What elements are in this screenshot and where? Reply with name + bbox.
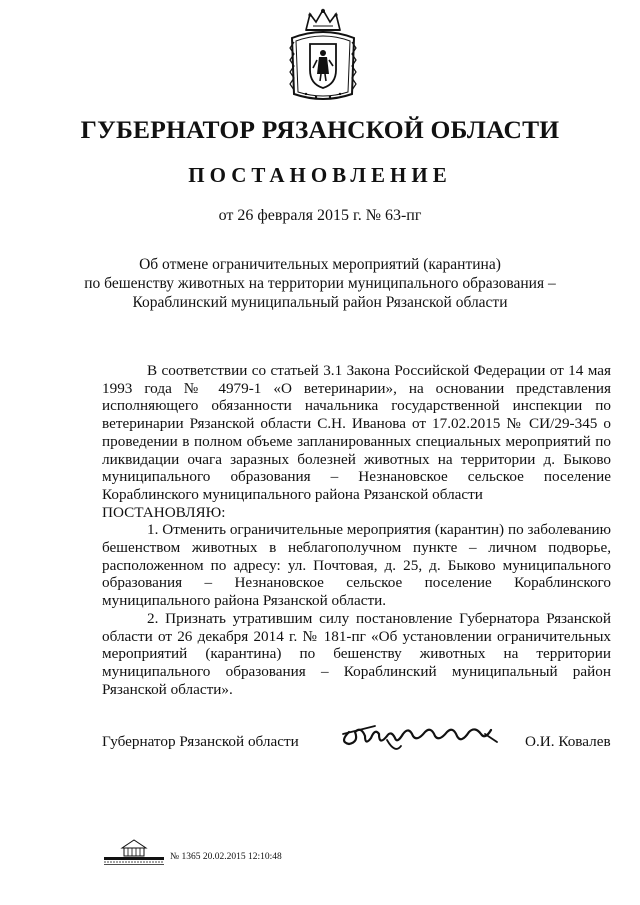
registry-stamp-text: № 1365 20.02.2015 12:10:48 — [170, 852, 282, 862]
subject-line: по бешенству животных на территории муниципального образования – — [84, 275, 556, 292]
preamble-paragraph: В соответствии со статьей 3.1 Закона Российской Федерации от 14 мая 1993 года № 4979-1 «О ветеринарии», на основании представления исполняющего обязанности начальника государственной инспекции по ветеринарии Рязанской области С.Н. Иванова от 17.02.2015 № СИ/29-345 о проведении в полном объеме запланированных специальных мероприятий по ликвидации очага заразных болезней животных на территории д. Быково муниципального образования – Незнановское сельское поселение Кораблинского муниципального района Рязанской области — [102, 362, 611, 503]
handwritten-signature-icon — [335, 712, 505, 756]
registry-stamp — [170, 851, 282, 863]
signatory-position: Губернатор Рязанской области — [102, 733, 299, 750]
subject-line: Об отмене ограничительных мероприятий (карантина) — [139, 256, 501, 273]
document-date-number: от 26 февраля 2015 г. № 63-пг — [218, 207, 422, 224]
authority-title: ГУБЕРНАТОР РЯЗАНСКОЙ ОБЛАСТИ — [80, 115, 560, 144]
document-body — [102, 362, 611, 698]
registry-logo-icon — [102, 838, 166, 866]
decree-item-1: 1. Отменить ограничительные мероприятия (карантин) по заболеванию бешенством животных в неблагополучном пункте – личном подворье, расположенном по адресу: ул. Почтовая, д. 25, д. Быково муниципального образования – Незнановское сельское поселение Кораблинского муниципального района Рязанской области. — [102, 521, 611, 610]
document-subject — [20, 255, 620, 312]
subject-line: Кораблинский муниципальный район Рязанской области — [132, 294, 508, 311]
decree-word: ПОСТАНОВЛЯЮ: — [102, 503, 226, 521]
decree-item-2: 2. Признать утратившим силу постановление Губернатора Рязанской области от 26 декабря 2014 г. № 181-пг «Об установлении ограничительных мероприятий (карантина) по бешенству животных на территории муниципального образования – Кораблинский муниципальный район Рязанской области». — [102, 609, 611, 698]
document-type: ПОСТАНОВЛЕНИЕ — [188, 163, 452, 187]
coat-of-arms-icon — [286, 8, 360, 104]
signatory-name: О.И. Ковалев — [525, 733, 611, 750]
